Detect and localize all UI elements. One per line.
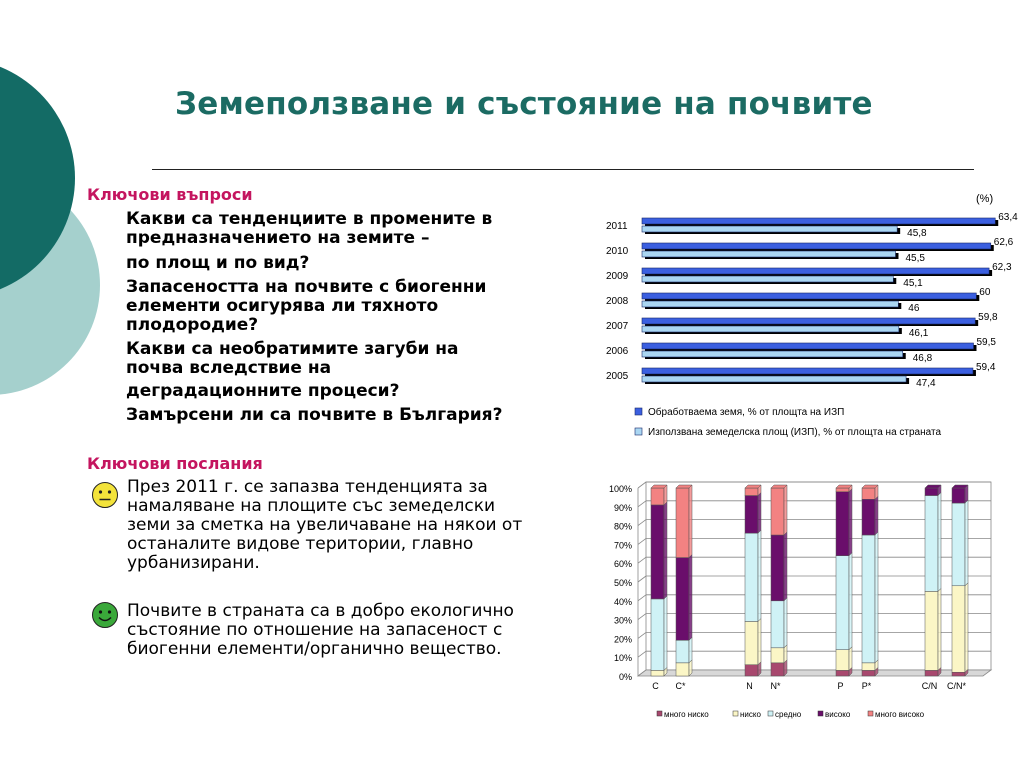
bar-top [862,485,878,488]
bar-segment-side [758,530,761,621]
x-tick-label: C/N* [946,681,967,691]
bar-segment [836,488,849,492]
data-label: 63,4 [998,212,1018,223]
bar-segment [676,558,689,641]
chart-unit-label: (%) [976,193,994,205]
legend-swatch [868,711,873,716]
question-line: Запасеността на почвите с биогенни [126,277,487,297]
question-line: по площ и по вид? [126,253,310,273]
data-label: 59,4 [975,362,996,373]
y-tick-label: 60% [613,559,632,570]
bar [642,326,899,332]
data-label: 45,8 [907,228,927,239]
data-label: 46,1 [908,328,929,339]
grid-line [638,614,646,620]
bar [642,368,973,374]
grid-line [638,538,646,544]
question-line: Замърсени ли са почвите в България? [126,405,503,425]
bar [642,268,989,274]
y-tick-label: 20% [613,634,632,645]
x-tick-label: C [652,681,659,691]
bar-segment [952,488,965,503]
grid-line [638,520,646,526]
bar-segment [745,488,758,496]
page-title: Земеползване и състояние на почвите [175,86,873,122]
legend-label: ниско [740,710,761,719]
bar-segment [676,640,689,663]
bar-segment [952,672,965,676]
grid-line [638,651,646,657]
question-line: почва вследствие на [126,358,332,378]
bar-top [925,485,941,488]
bar-segment [925,488,938,496]
bar-segment [952,503,965,586]
questions-heading: Ключови въпроси [87,185,253,204]
question-line: плодородие? [126,315,259,335]
bar-segment [925,670,938,676]
bar [642,318,975,324]
legend-swatch [657,711,662,716]
data-label: 47,4 [916,378,936,389]
grid-line [638,482,646,488]
question-line: Какви са необратимите загуби на [126,339,459,359]
bar-segment-side [689,637,692,663]
bar [642,251,896,257]
bar-segment-side [849,647,852,671]
bar-segment [862,663,875,671]
data-label: 46 [908,303,920,314]
bar-segment-side [784,485,787,535]
y-tick-label: 40% [613,596,632,607]
grid-line [638,501,646,507]
legend-swatch [635,408,642,415]
smiling-face-icon [91,601,119,629]
bar-segment [771,663,784,676]
bar-segment [771,488,784,535]
bar [642,293,976,299]
x-tick-label: C* [675,681,686,691]
bar-segment-side [664,502,667,599]
bar-segment-side [849,489,852,556]
legend-label: много ниско [664,710,709,719]
legend-swatch [635,428,642,435]
bar-segment [771,535,784,601]
messages-heading: Ключови послания [87,454,263,473]
bar-segment-side [689,555,692,641]
bar-top [952,485,968,488]
bar-segment-side [965,583,968,672]
legend-label: високо [825,710,851,719]
grid-line [638,632,646,638]
bar-segment-side [965,500,968,586]
x-tick-label: P [837,681,844,691]
legend-label: Обработваема земя, % от площта на ИЗП [648,407,845,418]
question-line: предназначението на земите – [126,228,430,248]
bar-segment-side [938,588,941,670]
category-label: 2006 [606,346,629,357]
bar [642,243,991,249]
bar-segment [862,488,875,499]
data-label: 45,5 [905,253,925,264]
bar-segment [836,556,849,650]
question-line: Какви са тенденциите в промените в [126,209,493,229]
category-label: 2009 [606,271,629,282]
y-tick-label: 70% [613,540,632,551]
bar-segment [771,601,784,648]
legend-swatch [818,711,823,716]
grid-line [638,576,646,582]
bar-top [836,485,852,488]
data-label: 62,3 [992,262,1012,273]
bar-segment [925,496,938,592]
data-label: 59,8 [978,312,998,323]
bar-segment [651,670,664,676]
x-tick-label: C/N [921,681,938,691]
x-tick-label: N [746,681,753,691]
bar-segment [651,488,664,505]
bar-top [651,485,667,488]
data-label: 46,8 [912,353,933,364]
soil-nutrient-stacked-chart [600,470,1020,730]
y-tick-label: 10% [613,653,632,664]
bar-segment [676,663,689,676]
title-divider [152,169,974,170]
bar-segment-side [875,496,878,535]
category-label: 2007 [606,321,629,332]
bar [642,376,906,382]
category-label: 2005 [606,371,629,382]
grid-line [638,557,646,563]
data-label: 59,5 [976,337,996,348]
legend-swatch [768,711,773,716]
bar [642,276,893,282]
legend-label: средно [775,710,802,719]
grid-line [638,595,646,601]
y-tick-label: 30% [613,615,632,626]
x-tick-label: N* [770,681,781,691]
bar-segment [745,496,758,534]
bar-segment-side [784,532,787,601]
data-label: 60 [979,287,991,298]
question-line: елементи осигурява ли тяхното [126,296,439,316]
bar-segment [745,665,758,676]
category-label: 2010 [606,246,629,257]
y-tick-label: 50% [613,578,632,588]
bar-top [676,485,692,488]
bar-segment-side [664,596,667,670]
neutral-face-icon [91,481,119,509]
bar-segment [862,535,875,663]
bar-segment [862,499,875,535]
question-line: деградационните процеси? [126,381,400,401]
bar [642,218,995,224]
bar [642,226,897,232]
bar-segment [952,586,965,672]
bar-segment [862,670,875,676]
bar-segment [745,621,758,664]
data-label: 62,6 [993,237,1014,248]
bar [642,301,898,307]
bar-segment [836,492,849,556]
y-tick-label: 90% [613,502,632,513]
message-text: През 2011 г. се запазва тенденцията за намаляване на площите със земеделски земи за сметка на увеличаване на някои от останалите видове територии, главно урбанизирани. [127,477,523,573]
bar-segment [771,648,784,663]
legend-swatch [733,711,738,716]
x-tick-label: P* [861,681,872,691]
message-text: Почвите в страната са в добро екологично състояние по отношение на запасеност с биогенни елементи/органично вещество. [127,601,514,659]
legend-label: много високо [875,710,925,719]
bar-segment-side [664,485,667,505]
bar-segment-side [875,532,878,663]
bar-segment-side [784,598,787,648]
bar-segment [651,505,664,599]
bar-segment [745,533,758,621]
bar-segment-side [758,618,761,664]
data-label: 45,1 [903,278,923,289]
y-tick-label: 80% [613,521,632,532]
bar-segment [676,488,689,558]
bar-segment-side [849,553,852,650]
category-label: 2008 [606,296,629,307]
bar [642,343,974,349]
category-label: 2011 [606,221,628,232]
bar-segment [925,591,938,670]
bar-segment-side [689,485,692,558]
bar-segment-side [938,493,941,592]
bar-segment [836,670,849,676]
bar [642,351,903,357]
land-use-bar-chart [600,205,1020,455]
legend-label: Използвана земеделска площ (ИЗП), % от площта на страната [648,427,942,438]
bar-top [745,485,761,488]
bar-segment-side [758,493,761,534]
bar-segment [651,599,664,670]
y-tick-label: 100% [608,484,632,494]
y-tick-label: 0% [618,672,632,682]
bar-top [771,485,787,488]
bar-segment [836,650,849,671]
